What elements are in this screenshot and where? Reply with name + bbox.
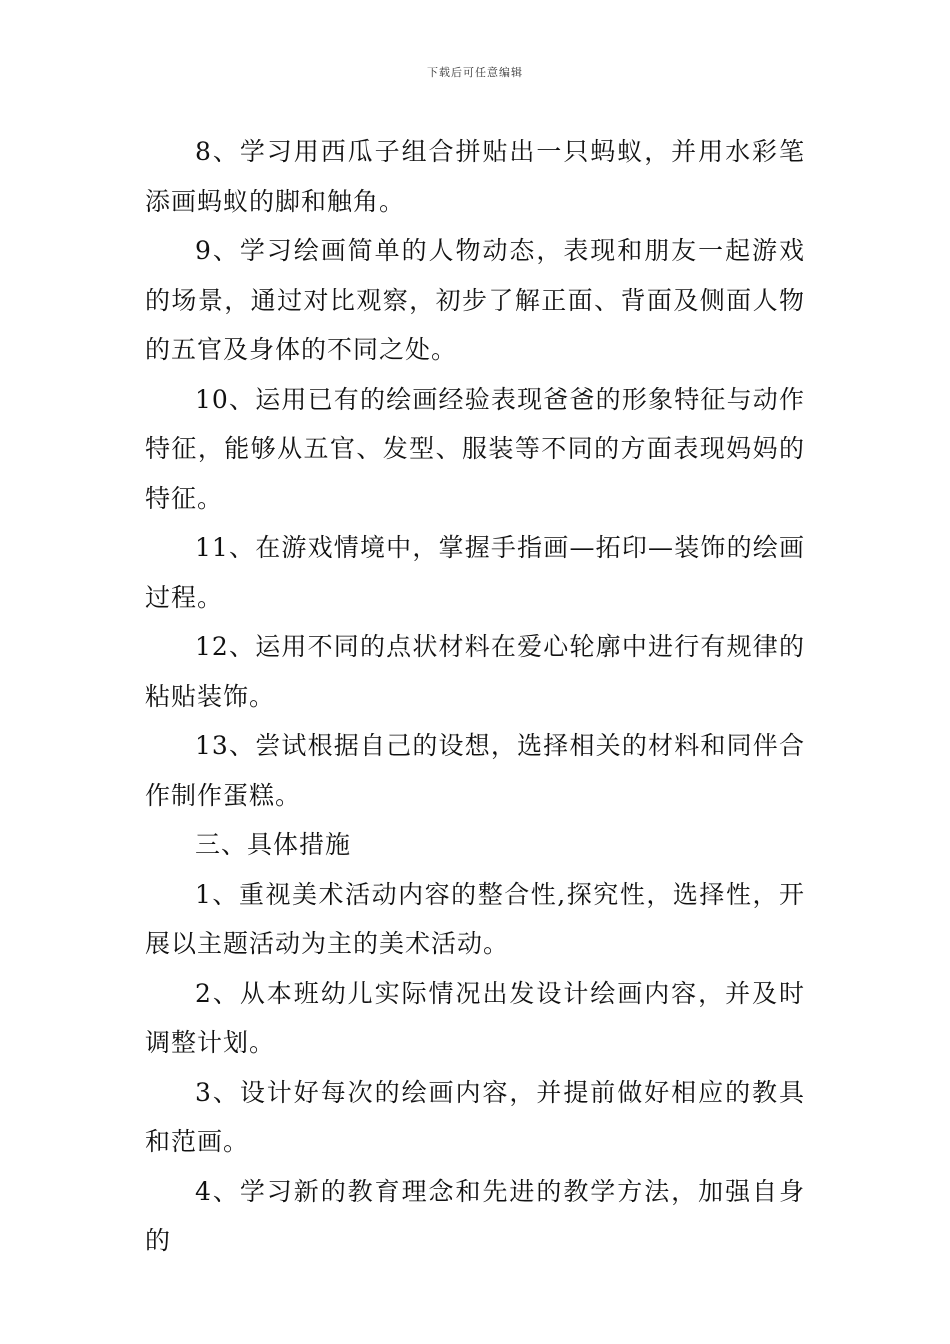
paragraph-item-8: 8、学习用西瓜子组合拼贴出一只蚂蚁，并用水彩笔添画蚂蚁的脚和触角。	[145, 137, 805, 216]
measure-item-4: 4、学习新的教育理念和先进的教学方法，加强自身的	[145, 1176, 805, 1255]
section-heading: 三、具体措施	[195, 830, 352, 859]
measure-item-3: 3、设计好每次的绘画内容，并提前做好相应的教具和范画。	[145, 1077, 805, 1156]
paragraph-item-9: 9、学习绘画简单的人物动态，表现和朋友一起游戏的场景，通过对比观察，初步了解正面、背面及侧面人物的五官及身体的不同之处。	[145, 236, 805, 364]
measure-item-1: 1、重视美术活动内容的整合性,探究性，选择性，开展以主题活动为主的美术活动。	[145, 879, 805, 958]
page-header: 下载后可任意编辑	[427, 66, 523, 79]
paragraph-item-13: 13、尝试根据自己的设想，选择相关的材料和同伴合作制作蛋糕。	[145, 731, 805, 810]
measure-item-2: 2、从本班幼儿实际情况出发设计绘画内容，并及时调整计划。	[145, 978, 805, 1057]
paragraph-item-11: 11、在游戏情境中，掌握手指画—拓印—装饰的绘画过程。	[145, 533, 805, 612]
document-body	[145, 127, 805, 1266]
paragraph-item-12: 12、运用不同的点状材料在爱心轮廓中进行有规律的粘贴装饰。	[145, 632, 805, 711]
paragraph-item-10: 10、运用已有的绘画经验表现爸爸的形象特征与动作特征，能够从五官、发型、服装等不同的方面表现妈妈的特征。	[145, 384, 805, 513]
